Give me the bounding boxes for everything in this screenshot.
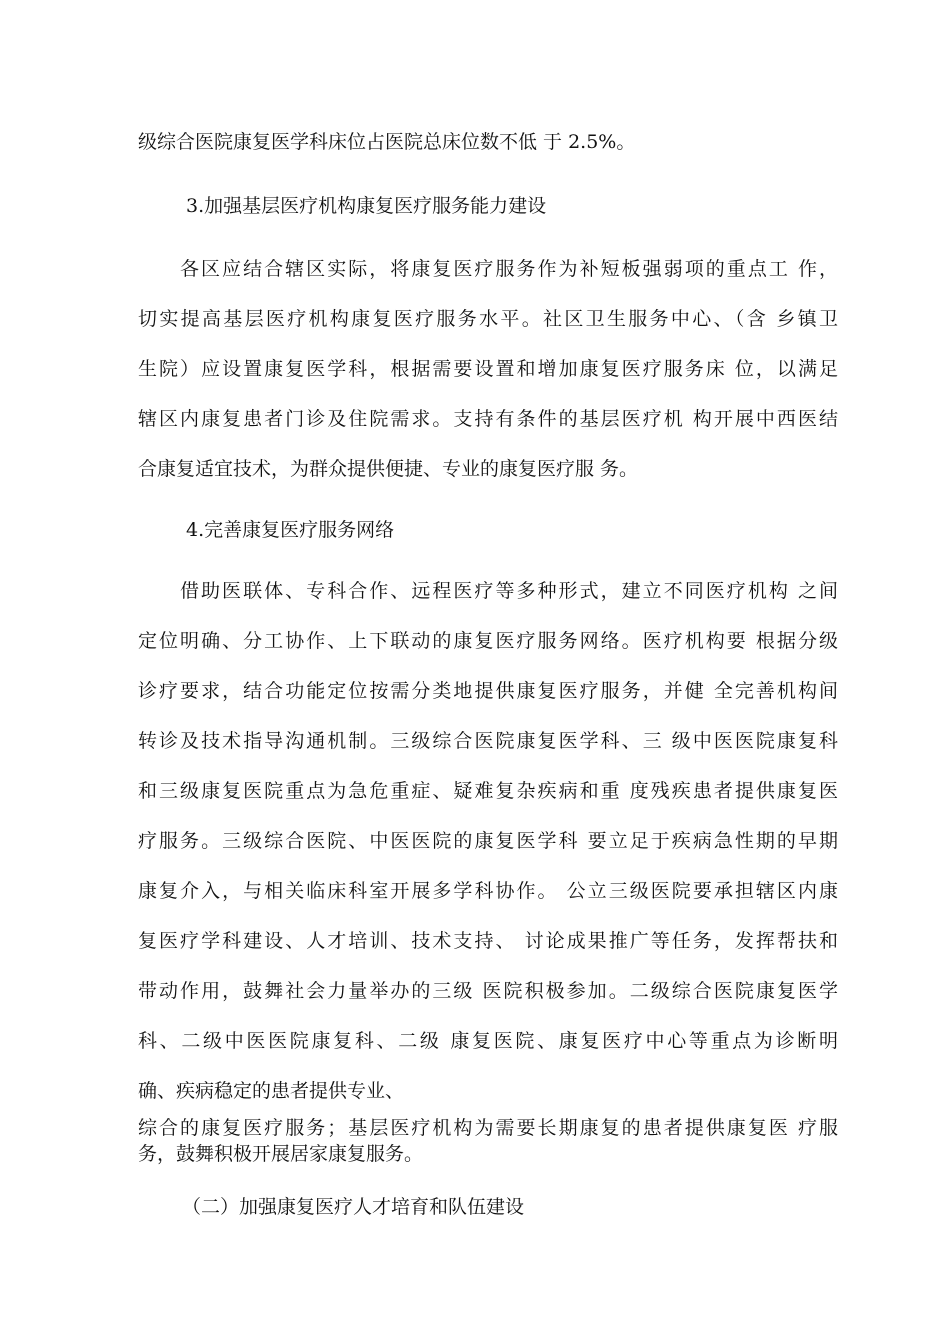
text-line: 带动作用，鼓舞社会力量举办的三级 医院积极参加。二级综合医院康复医学 xyxy=(138,980,838,1002)
text-line: 务，鼓舞积极开展居家康复服务。 xyxy=(138,1143,424,1165)
text-line: 各区应结合辖区实际，将康复医疗服务作为补短板强弱项的重点工 作， xyxy=(180,258,838,280)
text-line: 辖区内康复患者门诊及住院需求。支持有条件的基层医疗机 构开展中西医结 xyxy=(138,408,838,430)
section-heading: 3.加强基层医疗机构康复医疗服务能力建设 xyxy=(186,195,547,217)
section-heading: （二）加强康复医疗人才培育和队伍建设 xyxy=(182,1196,525,1218)
text-line: 生院）应设置康复医学科，根据需要设置和增加康复医疗服务床 位，以满足 xyxy=(138,358,838,380)
text-line: 诊疗要求，结合功能定位按需分类地提供康复医疗服务，并健 全完善机构间 xyxy=(138,680,838,702)
text-line: 转诊及技术指导沟通机制。三级综合医院康复医学科、三 级中医医院康复科 xyxy=(138,730,838,752)
text-line: 级综合医院康复医学科床位占医院总床位数不低 于 2.5%。 xyxy=(138,131,636,153)
text-line: 康复介入，与相关临床科室开展多学科协作。 公立三级医院要承担辖区内康 xyxy=(138,880,838,902)
text-line: 借助医联体、专科合作、远程医疗等多种形式，建立不同医疗机构 之间 xyxy=(180,580,838,602)
text-line: 科、二级中医医院康复科、二级 康复医院、康复医疗中心等重点为诊断明 xyxy=(138,1030,838,1052)
text-line: 定位明确、分工协作、上下联动的康复医疗服务网络。医疗机构要 根据分级 xyxy=(138,630,838,652)
text-line: 疗服务。三级综合医院、中医医院的康复医学科 要立足于疾病急性期的早期 xyxy=(138,830,838,852)
text-line: 综合的康复医疗服务；基层医疗机构为需要长期康复的患者提供康复医 疗服 xyxy=(138,1117,838,1139)
text-line: 确、疾病稳定的患者提供专业、 xyxy=(138,1080,405,1102)
section-heading: 4.完善康复医疗服务网络 xyxy=(186,519,395,541)
text-line: 切实提高基层医疗机构康复医疗服务水平。社区卫生服务中心、（含 乡镇卫 xyxy=(138,308,838,330)
text-line: 和三级康复医院重点为急危重症、疑难复杂疾病和重 度残疾患者提供康复医 xyxy=(138,780,838,802)
text-line: 合康复适宜技术，为群众提供便捷、专业的康复医疗服 务。 xyxy=(138,458,639,480)
text-line: 复医疗学科建设、人才培训、技术支持、 讨论成果推广等任务，发挥帮扶和 xyxy=(138,930,838,952)
